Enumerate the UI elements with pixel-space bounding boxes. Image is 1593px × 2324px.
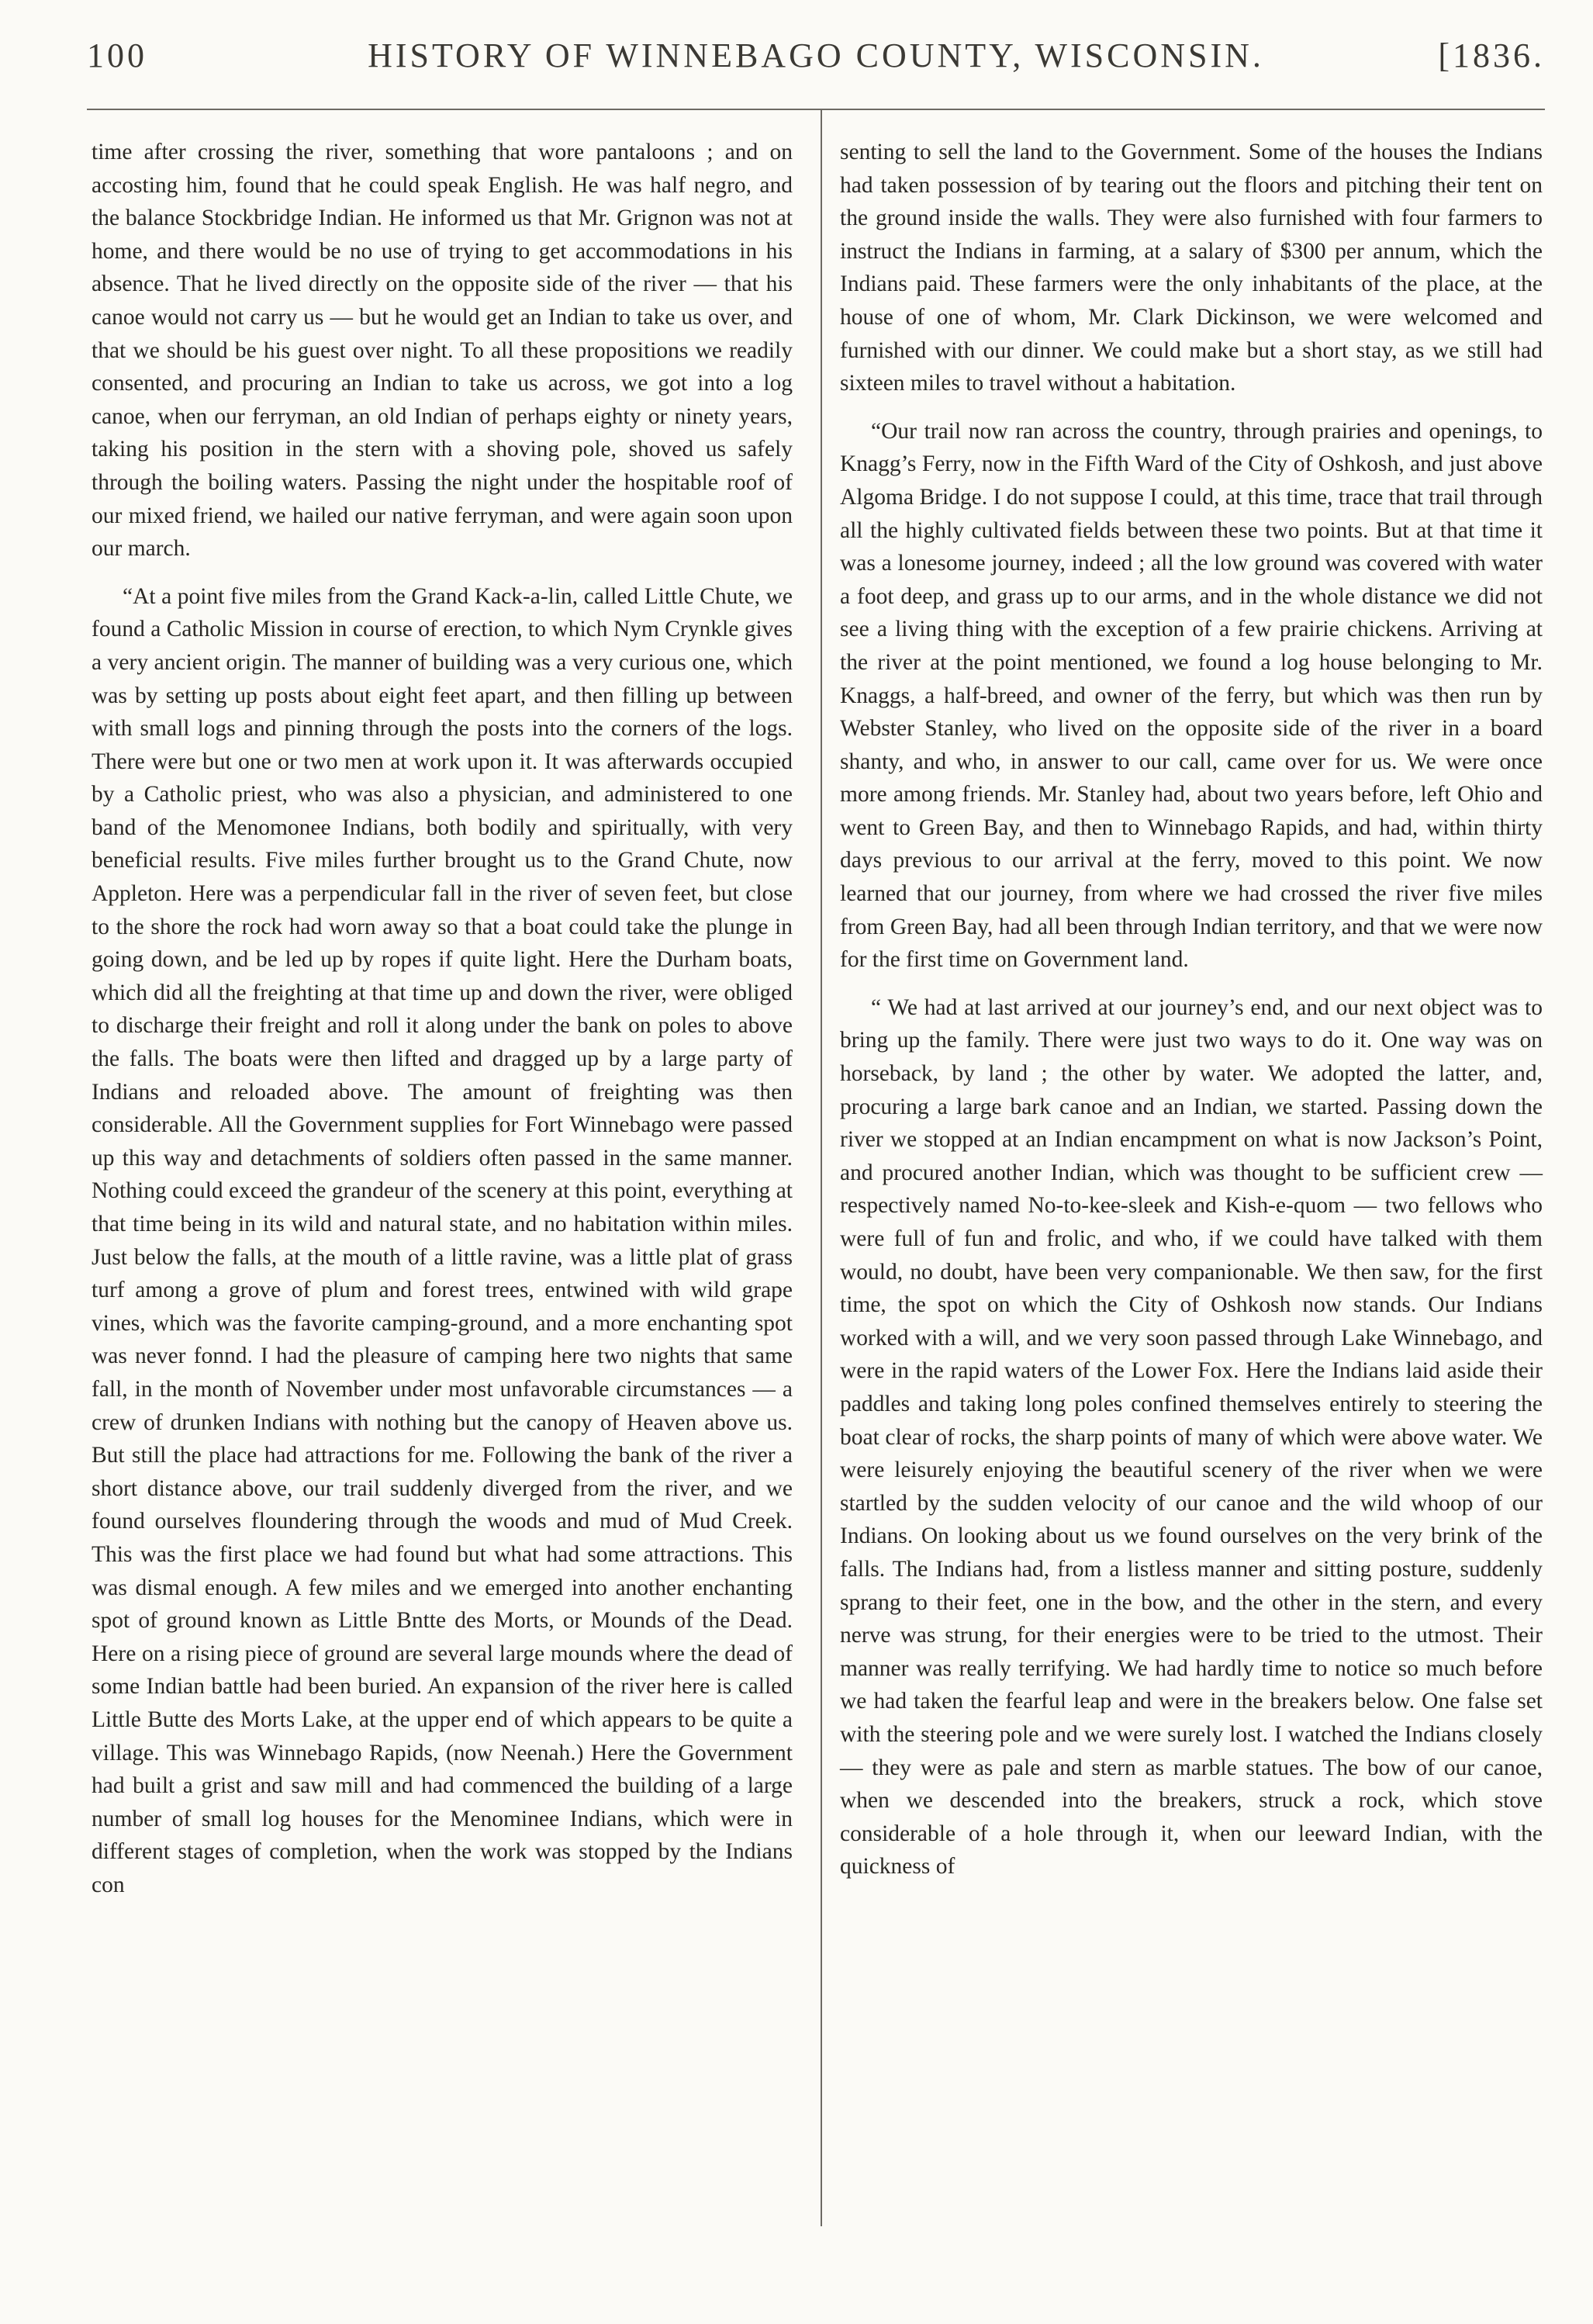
left-paragraph-1: time after crossing the river, something that wore pantaloons ; and on accosting him, found that he could speak English. He was half negro, and the balance Stockbridge Indian. He informed us that Mr. Grignon was not at home, and there would be no use of trying to get accommodations in his absence. That he lived directly on the opposite side of the river — that his canoe would not carry us — but he would get an Indian to take us over, and that we should be his guest over night. To all these propositions we readily consented, and procuring an Indian to take us across, we got into a log canoe, when our ferryman, an old Indian of perhaps eighty or ninety years, taking his position in the stern with a shoving pole, shoved us safely through the boiling waters. Passing the night under the hospitable roof of our mixed friend, we hailed our native ferryman, and were again soon upon our march. bbox=[92, 140, 793, 562]
running-title: HISTORY OF WINNEBAGO COUNTY, WISCONSIN. bbox=[368, 36, 1264, 74]
running-header bbox=[87, 31, 1545, 78]
right-paragraph-3: “ We had at last arrived at our journey’s end, and our next object was to bring up the family. There were just two ways to do it. One way was on horseback, by land ; the other by water. We adopted the latter, and, procuring a large bark canoe and an Indian, we started. Passing down the river we stopped at an Indian encampment on what is now Jackson’s Point, and procured another Indian, which was thought to be sufficient crew — respectively named No-to-kee-sleek and Kish-e-quom — two fellows who were full of fun and frolic, and who, if we could have talked with them would, no doubt, have been very companionable. We then saw, for the first time, the spot on which the City of Oshkosh now stands. Our Indians worked with a will, and we very soon passed through Lake Winnebago, and were in the rapid waters of the Lower Fox. Here the Indians laid aside their paddles and taking long poles confined themselves entirely to steering the boat clear of rocks, the sharp points of many of which were above water. We were leisurely enjoying the beautiful scenery of the river when we were startled by the sudden velocity of our canoe and the wild whoop of our Indians. On looking about us we found ourselves on the very brink of the falls. The Indians had, from a listless manner and sitting posture, suddenly sprang to their feet, one in the bow, and the other in the stern, and every nerve was strung, for their energies were to be tried to the utmost. Their manner was really terrifying. We had hardly time to notice so much before we had taken the fearful leap and were in the breakers below. One false set with the steering pole and we were surely lost. I watched the Indians closely — they were as pale and stern as marble statues. The bow of our canoe, when we descended into the breakers, struck a rock, which stove considerable of a hole through it, when our leeward Indian, with the quickness of bbox=[840, 994, 1543, 1880]
running-year: [1836. bbox=[1438, 36, 1545, 74]
header-rule bbox=[87, 109, 1545, 110]
column-divider bbox=[821, 109, 822, 2226]
right-column bbox=[840, 136, 1543, 1883]
right-paragraph-1: senting to sell the land to the Government. Some of the houses the Indians had taken possession of by tearing out the floors and pitching their tent on the ground inside the walls. They were also furnished with four farmers to instruct the Indians in farming, at a salary of $300 per annum, which the Indians paid. These farmers were the only inhabitants of the place, at the house of one of whom, Mr. Clark Dickinson, we were welcomed and furnished with our dinner. We could make but a short stay, as we still had sixteen miles to travel without a habitation. bbox=[840, 140, 1543, 396]
page-number: 100 bbox=[87, 36, 147, 74]
right-paragraph-2: “Our trail now ran across the country, through prairies and openings, to Knagg’s Ferry, now in the Fifth Ward of the City of Oshkosh, and just above Algoma Bridge. I do not suppose I could, at this time, trace that trail through all the highly cultivated fields between these two points. But at that time it was a lonesome journey, indeed ; all the low ground was covered with water a foot deep, and grass up to our arms, and in the whole distance we did not see a living thing with the exception of a few prairie chickens. Arriving at the river at the point mentioned, we found a log house belonging to Mr. Knaggs, a half-breed, and owner of the ferry, but which was then run by Webster Stanley, who lived on the opposite side of the river in a board shanty, and who, in answer to our call, came over for us. We were once more among friends. Mr. Stanley had, about two years before, left Ohio and went to Green Bay, and then to Winnebago Rapids, and had, within thirty days previous to our arrival at the ferry, moved to this point. We now learned that our journey, from where we had crossed the river five miles from Green Bay, had all been through Indian territory, and that we were now for the first time on Government land. bbox=[840, 418, 1543, 973]
left-column bbox=[92, 136, 793, 1901]
left-paragraph-2: “At a point five miles from the Grand Kack-a-lin, called Little Chute, we found a Catholic Mission in course of erection, to which Nym Crynkle gives a very ancient origin. The manner of building was a very curious one, which was by setting up posts about eight feet apart, and then filling up between with small logs and pinning through the posts into the corners of the logs. There were but one or two men at work upon it. It was afterwards occupied by a Catholic priest, who was also a physician, and administered to one band of the Menomonee Indians, both bodily and spiritually, with very beneficial results. Five miles further brought us to the Grand Chute, now Appleton. Here was a perpendicular fall in the river of seven feet, but close to the shore the rock had worn away so that a boat could take the plunge in going down, and be led up by ropes if quite light. Here the Durham boats, which did all the freighting at that time up and down the river, were obliged to discharge their freight and roll it along under the bank on poles to above the falls. The boats were then lifted and dragged up by a large party of Indians and reloaded above. The amount of freighting was then considerable. All the Government supplies for Fort Winnebago were passed up this way and detachments of soldiers often passed in the same manner. Nothing could exceed the grandeur of the scenery at this point, everything at that time being in its wild and natural state, and no habitation within miles. Just below the falls, at the mouth of a little ravine, was a little plat of grass turf among a grove of plum and forest trees, entwined with wild grape vines, which was the favorite camping-ground, and a more enchanting spot was never fonnd. I had the pleasure of camping here two nights that same fall, in the month of November under most unfavorable circumstances — a crew of drunken Indians with nothing but the canopy of Heaven above us. But still the place had attractions for me. Following the bank of the river a short distance above, our trail suddenly diverged from the river, and we found ourselves floundering through the woods and mud of Mud Creek. This was the first place we had found but what had some attractions. This was dismal enough. A few miles and we emerged into another enchanting spot of ground known as Little Bntte des Morts, or Mounds of the Dead. Here on a rising piece of ground are several large mounds where the dead of some Indian battle had been buried. An expansion of the river here is called Little Butte des Morts Lake, at the upper end of which appears to be quite a village. This was Winnebago Rapids, (now Neenah.) Here the Government had built a grist and saw mill and had commenced the building of a large number of small log houses for the Menominee Indians, which were in different stages of completion, when the work was stopped by the Indians con bbox=[92, 583, 793, 1897]
